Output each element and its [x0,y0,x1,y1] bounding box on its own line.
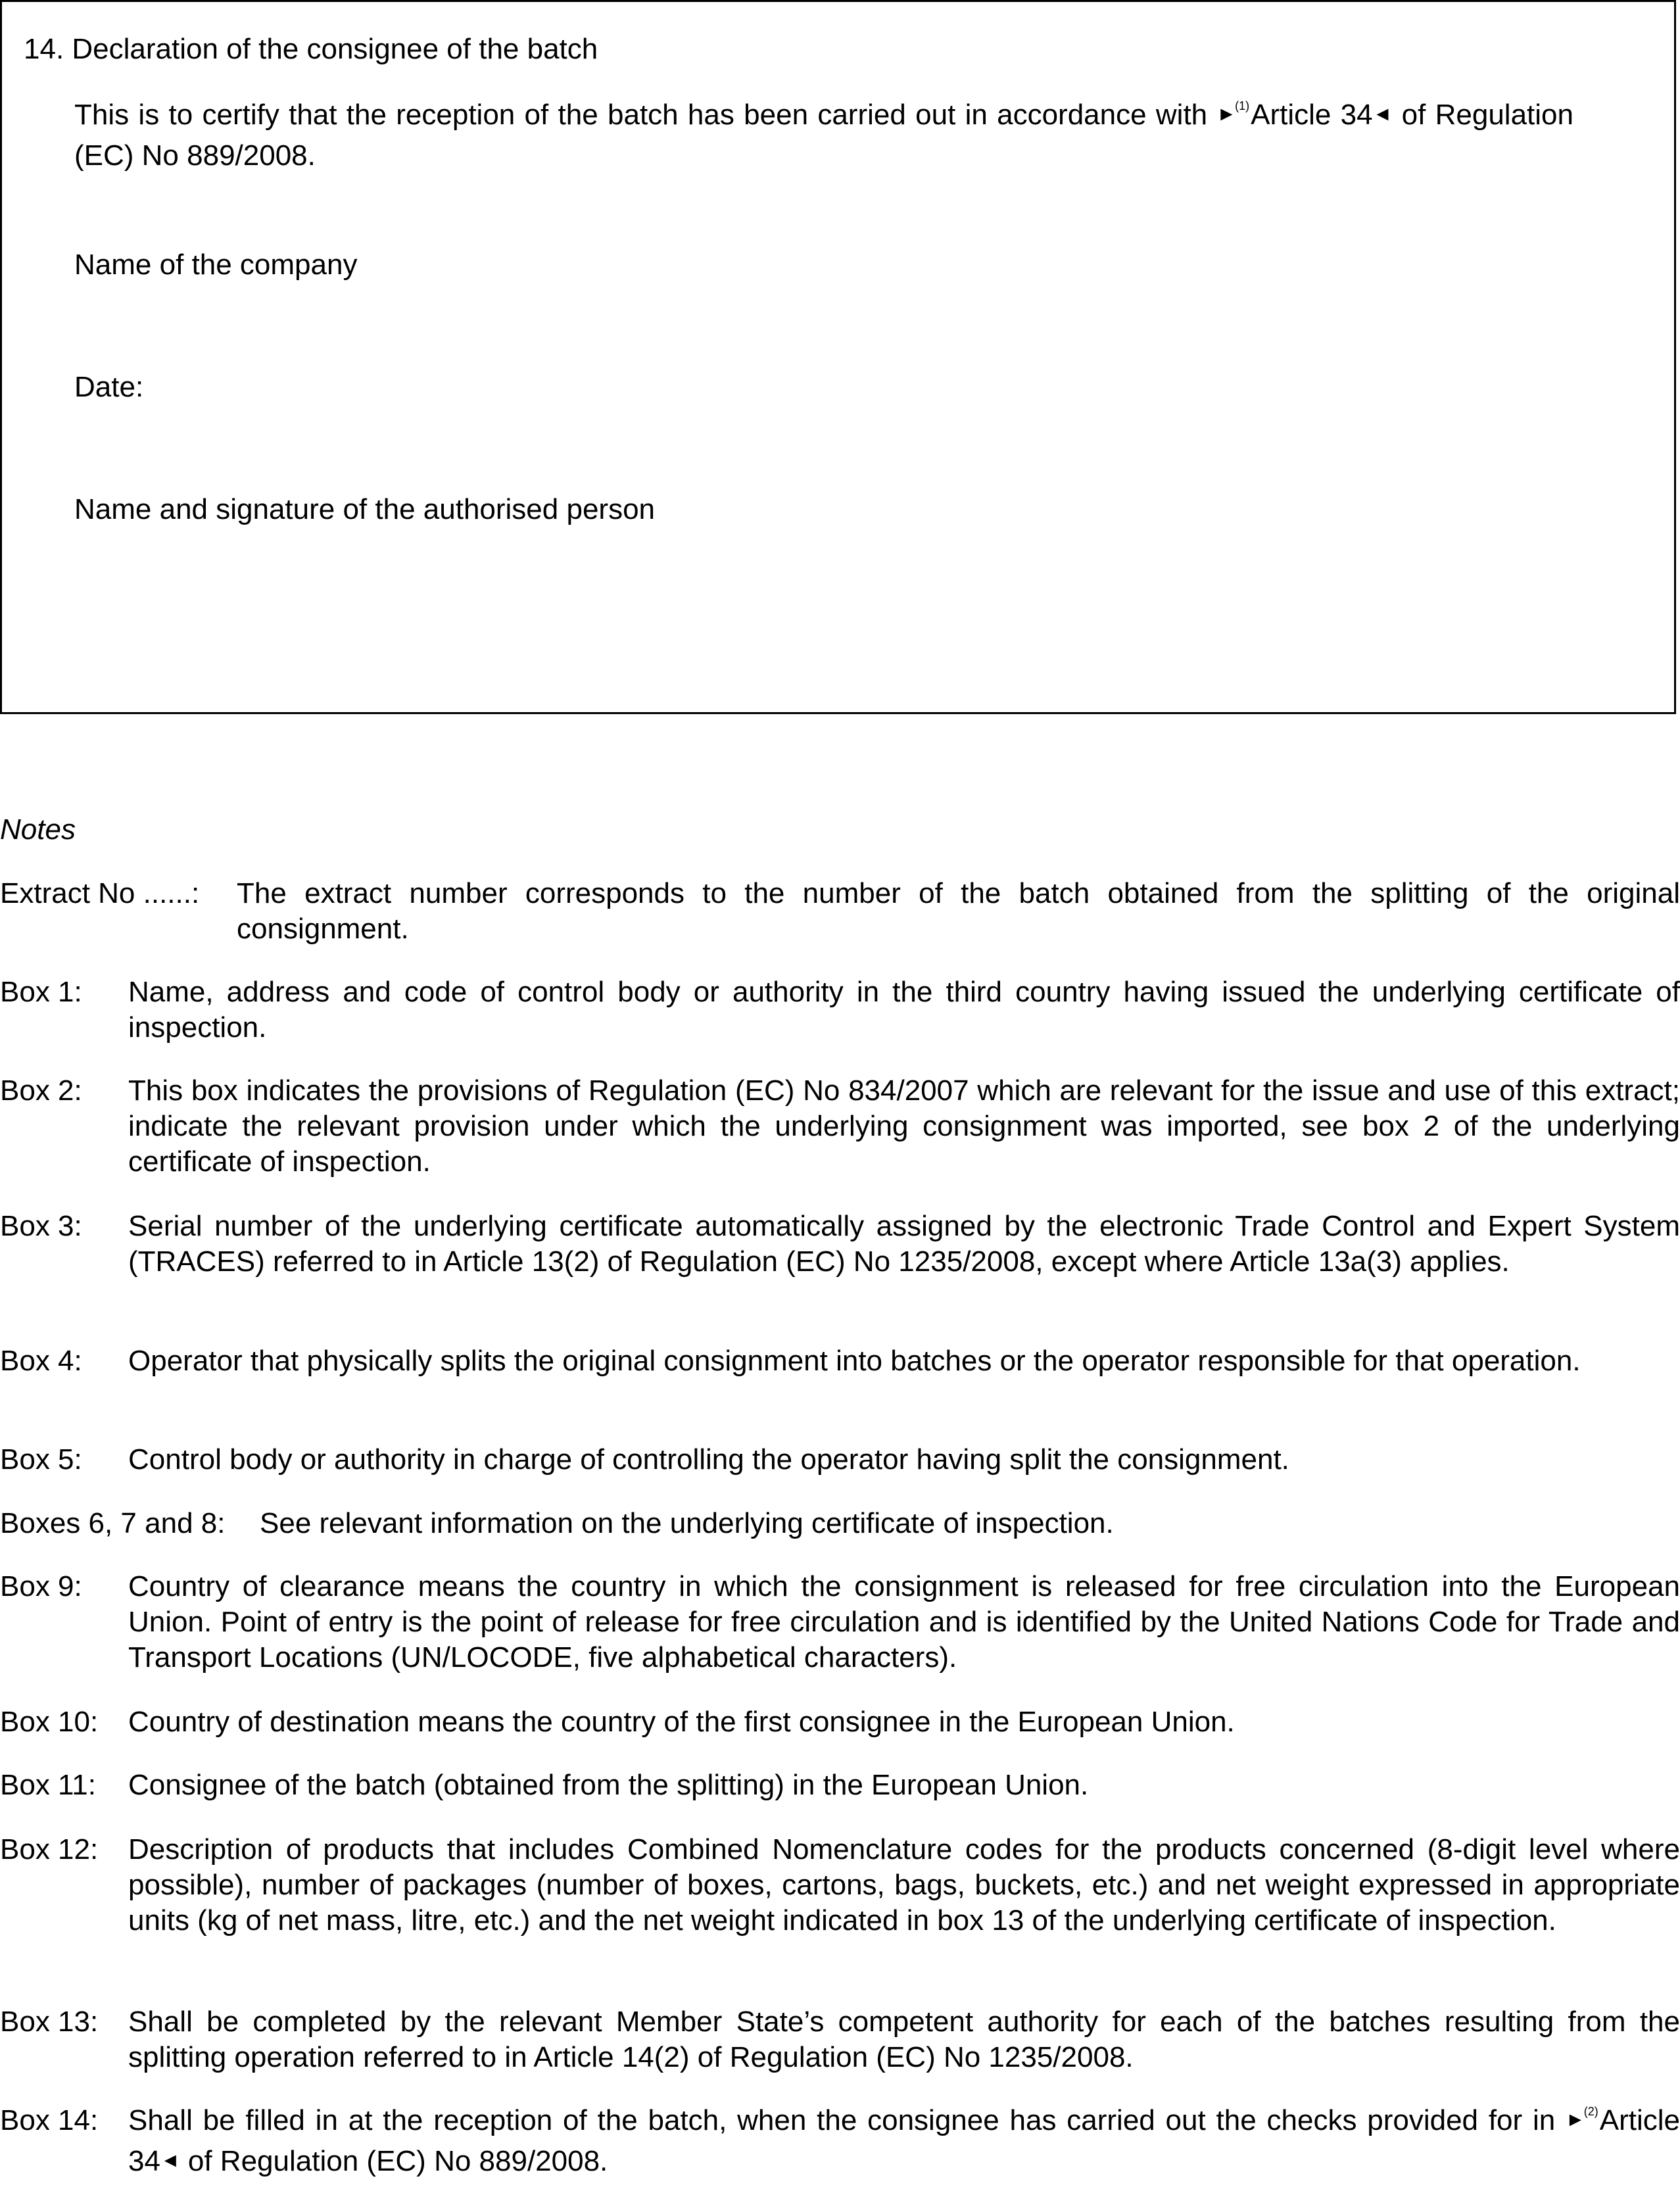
note-text: Control body or authority in charge of controlling the operator having split the consignment. [128,1443,1289,1476]
note-text-end: of Regulation (EC) No 889/2008. [187,2145,608,2177]
note-text: Serial number of the underlying certificate automatically assigned by the electronic Trade Control and Expert System (TRACES) referred to in Article 13(2) of Regulation (EC) No 1235/2008, except where Article 13a(3) applies. [128,1210,1680,1278]
article-ref: Article 34 [128,2104,1680,2177]
note-text: The extract number corresponds to the number of the batch obtained from the splitting of the original consignment. [237,877,1680,945]
note-label: Box 10: [0,1706,99,1738]
note-text: Operator that physically splits the original consignment into batches or the operator responsible for that operation. [128,1345,1581,1377]
note-label: Box 12: [0,1833,99,1866]
note-label: Boxes 6, 7 and 8: [0,1507,226,1539]
note-text [128,2103,1680,2182]
note-label: Box 14: [0,2104,99,2136]
declaration-box [0,0,1676,714]
note-label: Box 11: [0,1769,96,1801]
note-label: Box 13: [0,2006,99,2038]
footnote-ref: (2) [1583,2105,1598,2118]
footnote-ref: (1) [1235,99,1250,112]
note-text: See relevant information on the underlying certificate of inspection. [260,1507,1114,1539]
note-text: This box indicates the provisions of Regulation (EC) No 834/2007 which are relevant for the issue and use of this extract; indicate the relevant provision under which the underlying consignment was imported, see box 2 of the underlying certificate of inspection. [128,1074,1680,1178]
note-text: Country of destination means the country of the first consignee in the European Union. [128,1706,1235,1738]
note-label: Box 3: [0,1210,82,1242]
note-label: Box 5: [0,1443,82,1476]
notes-heading: Notes [0,813,76,846]
signature-field[interactable]: Name and signature of the authorised person [74,493,656,525]
note-label: Box 9: [0,1570,82,1602]
date-field[interactable]: Date: [74,371,144,403]
company-name-field[interactable]: Name of the company [74,249,358,281]
note-text: Country of clearance means the country in which the consignment is released for free circulation into the European Union. Point of entry is the point of release for free circulation and is identified by the United Nations Code for Trade and Transport Locations (UN/LOCODE, five alphabetical characters). [128,1570,1680,1673]
certification-statement [74,97,1573,174]
note-text: Description of products that includes Combined Nomenclature codes for the products concerned (8-digit level where possible), number of packages (number of boxes, cartons, bags, buckets, etc.) and net weight expressed in appropriate units (kg of net mass, litre, etc.) and the net weight indicated in box 13 of the underlying certificate of inspection. [128,1833,1680,1937]
note-label: Extract No ......: [0,877,200,909]
amendment-start-marker-icon: ► [1216,103,1237,125]
note-text: Consignee of the batch (obtained from the splitting) in the European Union. [128,1769,1089,1801]
amendment-start-marker-icon: ► [1566,2109,1585,2131]
note-label: Box 4: [0,1345,82,1377]
note-text: Name, address and code of control body or authority in the third country having issued the underlying certificate of inspection. [128,976,1680,1044]
note-label: Box 1: [0,976,82,1008]
certify-text: This is to certify that the reception of the batch has been carried out in accordance with [74,99,1208,131]
note-text: Shall be completed by the relevant Member State’s competent authority for each of the batches resulting from the splitting operation referred to in Article 14(2) of Regulation (EC) No 1235/2008. [128,2006,1680,2073]
article-ref: Article 34 [1251,99,1373,131]
amendment-end-marker-icon: ◄ [1372,103,1393,125]
declaration-title: 14. Declaration of the consignee of the batch [24,33,598,65]
amendment-end-marker-icon: ◄ [160,2150,180,2171]
note-label: Box 2: [0,1074,82,1107]
certify-text-end: of Regulation (EC) No 889/2008. [74,99,1573,172]
note-text-start: Shall be filled in at the reception of the batch, when the consignee has carried out the checks provided for in [128,2104,1556,2136]
